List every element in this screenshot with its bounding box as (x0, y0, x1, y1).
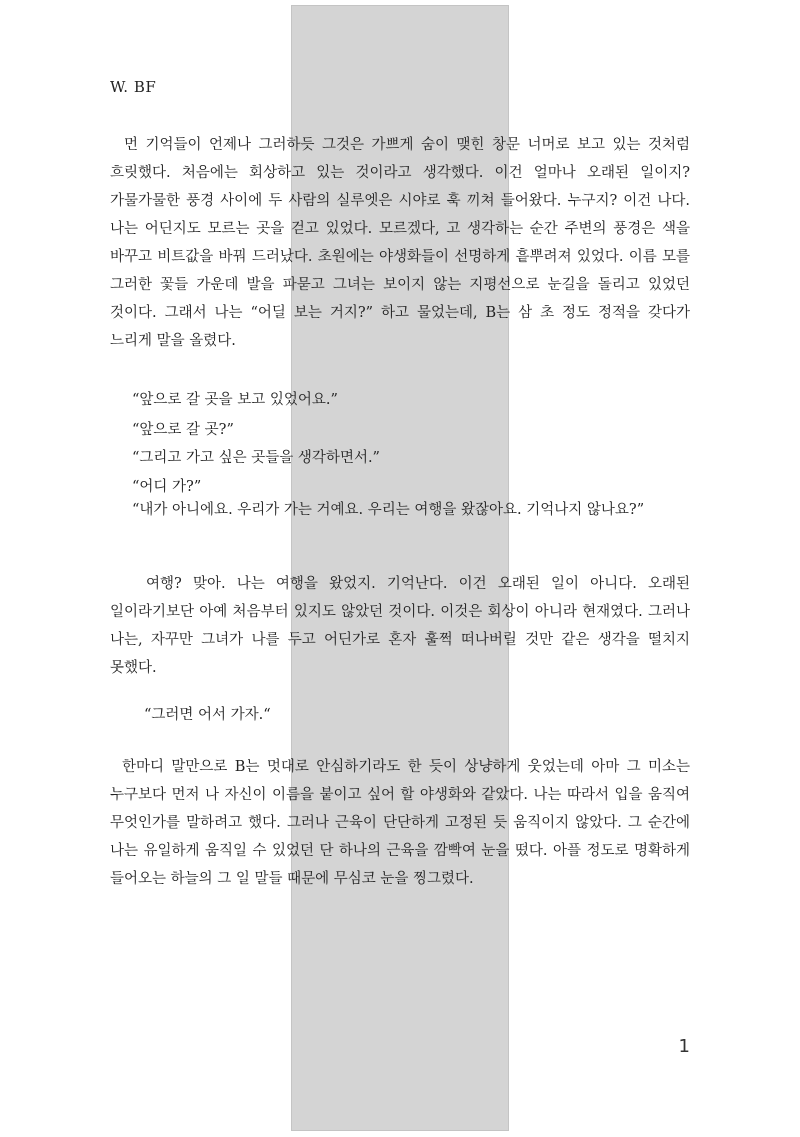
paragraph-2: 여행? 맞아. 나는 여행을 왔었지. 기억난다. 이건 오래된 일이 아니다. 오래된 일이라기보단 아예 처음부터 있지도 않았던 것이다. 이것은 회상이 아니라 현재였다. 그러나 나는, 자꾸만 그녀가 나를 두고 어딘가로 혼자 훌쩍 떠나버릴 것만 같은 생각을 떨치지 못했다. (110, 576, 690, 676)
page-number: 1 (678, 1036, 690, 1057)
dialogue-line-3: “그리고 가고 싶은 곳들을 생각하면서.” (132, 450, 380, 466)
document-page (110, 0, 690, 1137)
dialogue-solo: “그러면 어서 가자.“ (144, 707, 271, 723)
dialogue-line-4: “어디 가?” (132, 479, 202, 495)
document-title: W. BF (110, 78, 157, 96)
paragraph-3: 한마디 말만으로 B는 멋대로 안심하기라도 한 듯이 상냥하게 웃었는데 아마 그 미소는 누구보다 먼저 나 자신이 이름을 붙이고 싶어 할 야생화와 같았다. 나는 따라서 입을 움직여 무엇인가를 말하려고 했다. 그러나 근육이 단단하게 고정된 듯 움직이지 않았다. 그 순간에 나는 유일하게 움직일 수 있었던 단 하나의 근육을 깜빡여 눈을 떴다. 아플 정도로 명확하게 들어오는 하늘의 그 일 말들 때문에 무심코 눈을 찡그렸다. (110, 759, 690, 887)
paragraph-1: 먼 기억들이 언제나 그러하듯 그것은 가쁘게 숨이 맺힌 창문 너머로 보고 있는 것처럼 흐릿했다. 처음에는 회상하고 있는 것이라고 생각했다. 이건 얼마나 오래된 일이지? 가물가물한 풍경 사이에 두 사람의 실루엣은 시야로 훅 끼쳐 들어왔다. 누구지? 이건 나다. 나는 어딘지도 모르는 곳을 걷고 있었다. 모르겠다, 고 생각하는 순간 주변의 풍경은 색을 바꾸고 비트값을 바꿔 드러났다. 초원에는 야생화들이 선명하게 흩뿌려져 있었다. 이름 모를 그러한 꽃들 가운데 발을 파묻고 그녀는 보이지 않는 지평선으로 눈길을 돌리고 있었던 것이다. 그래서 나는 “어딜 보는 거지?” 하고 물었는데, B는 삼 초 정도 정적을 갖다가 느리게 말을 올렸다. (110, 137, 690, 349)
dialogue-line-5: “내가 아니에요. 우리가 가는 거예요. 우리는 여행을 왔잖아요. 기억나지 않나요?” (132, 502, 645, 518)
dialogue-line-2: “앞으로 갈 곳?” (132, 422, 234, 438)
dialogue-line-1: “앞으로 갈 곳을 보고 있었어요.” (132, 392, 338, 408)
